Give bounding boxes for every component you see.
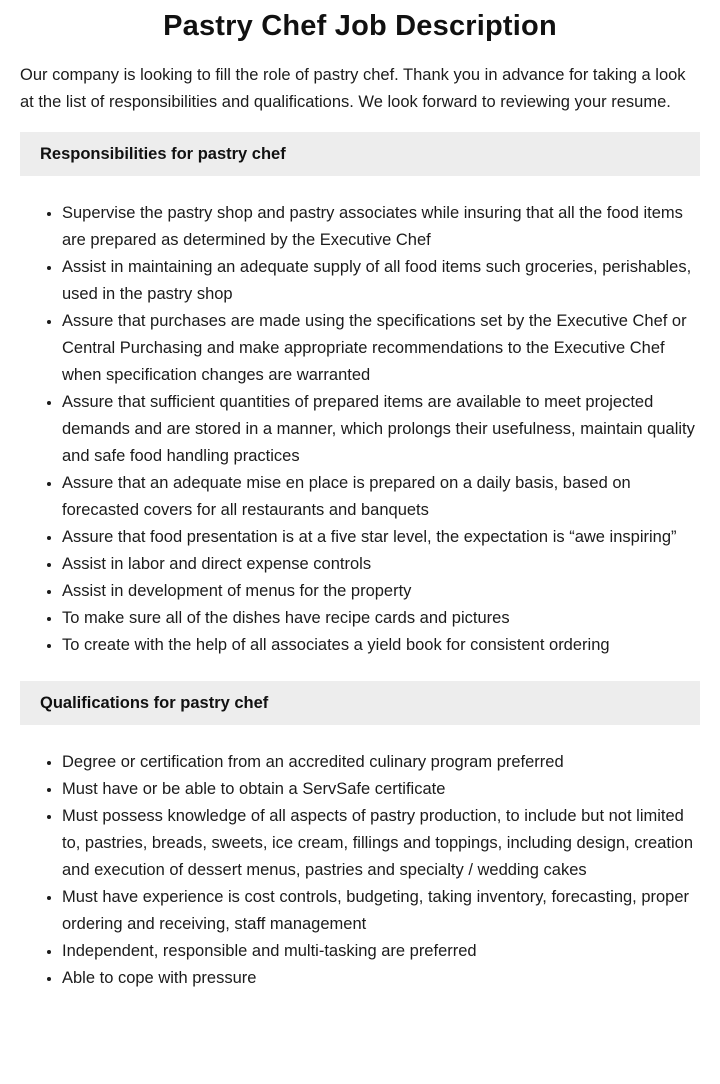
intro-paragraph: Our company is looking to fill the role of pastry chef. Thank you in advance for taking a look at the list of responsibilities and qualifications. We look forward to reviewing your resume. [20,66,686,111]
list-item: • Degree or certification from an accredited culinary program preferred [62,749,700,776]
qualifications-section-header [20,681,700,725]
list-item: • To create with the help of all associates a yield book for consistent ordering [62,632,700,659]
list-item: • Assure that food presentation is at a five star level, the expectation is “awe inspiring” [62,524,700,551]
list-item: • Must possess knowledge of all aspects of pastry production, to include but not limited to, pastries, breads, sweets, ice cream, fillings and toppings, including design, creation and execution of dessert menus, pastries and specialty / wedding cakes [62,803,700,884]
list-item: • Able to cope with pressure [62,965,700,992]
list-item: • To make sure all of the dishes have recipe cards and pictures [62,605,700,632]
list-item: • Must have experience is cost controls, budgeting, taking inventory, forecasting, proper ordering and receiving, staff management [62,884,700,938]
page-title: Pastry Chef Job Description [163,10,557,42]
responsibilities-section-header [20,132,700,176]
list-item: • Assist in maintaining an adequate supply of all food items such groceries, perishables, used in the pastry shop [62,254,700,308]
list-item: • Must have or be able to obtain a ServSafe certificate [62,776,700,803]
list-item: • Independent, responsible and multi-tasking are preferred [62,938,700,965]
responsibilities-list [20,176,700,681]
list-item: • Assist in labor and direct expense controls [62,551,700,578]
list-item: • Assist in development of menus for the property [62,578,700,605]
list-item: • Assure that purchases are made using the specifications set by the Executive Chef or Central Purchasing and make appropriate recommendations to the Executive Chef when specification changes are warranted [62,308,700,389]
qualifications-list [20,725,700,1014]
list-item: • Assure that sufficient quantities of prepared items are available to meet projected demands and are stored in a manner, which prolongs their usefulness, maintain quality and safe food handling practices [62,389,700,470]
responsibilities-heading: Responsibilities for pastry chef [40,145,286,163]
list-item: • Assure that an adequate mise en place is prepared on a daily basis, based on forecasted covers for all restaurants and banquets [62,470,700,524]
qualifications-heading: Qualifications for pastry chef [40,694,269,712]
list-item: • Supervise the pastry shop and pastry associates while insuring that all the food items are prepared as determined by the Executive Chef [62,200,700,254]
